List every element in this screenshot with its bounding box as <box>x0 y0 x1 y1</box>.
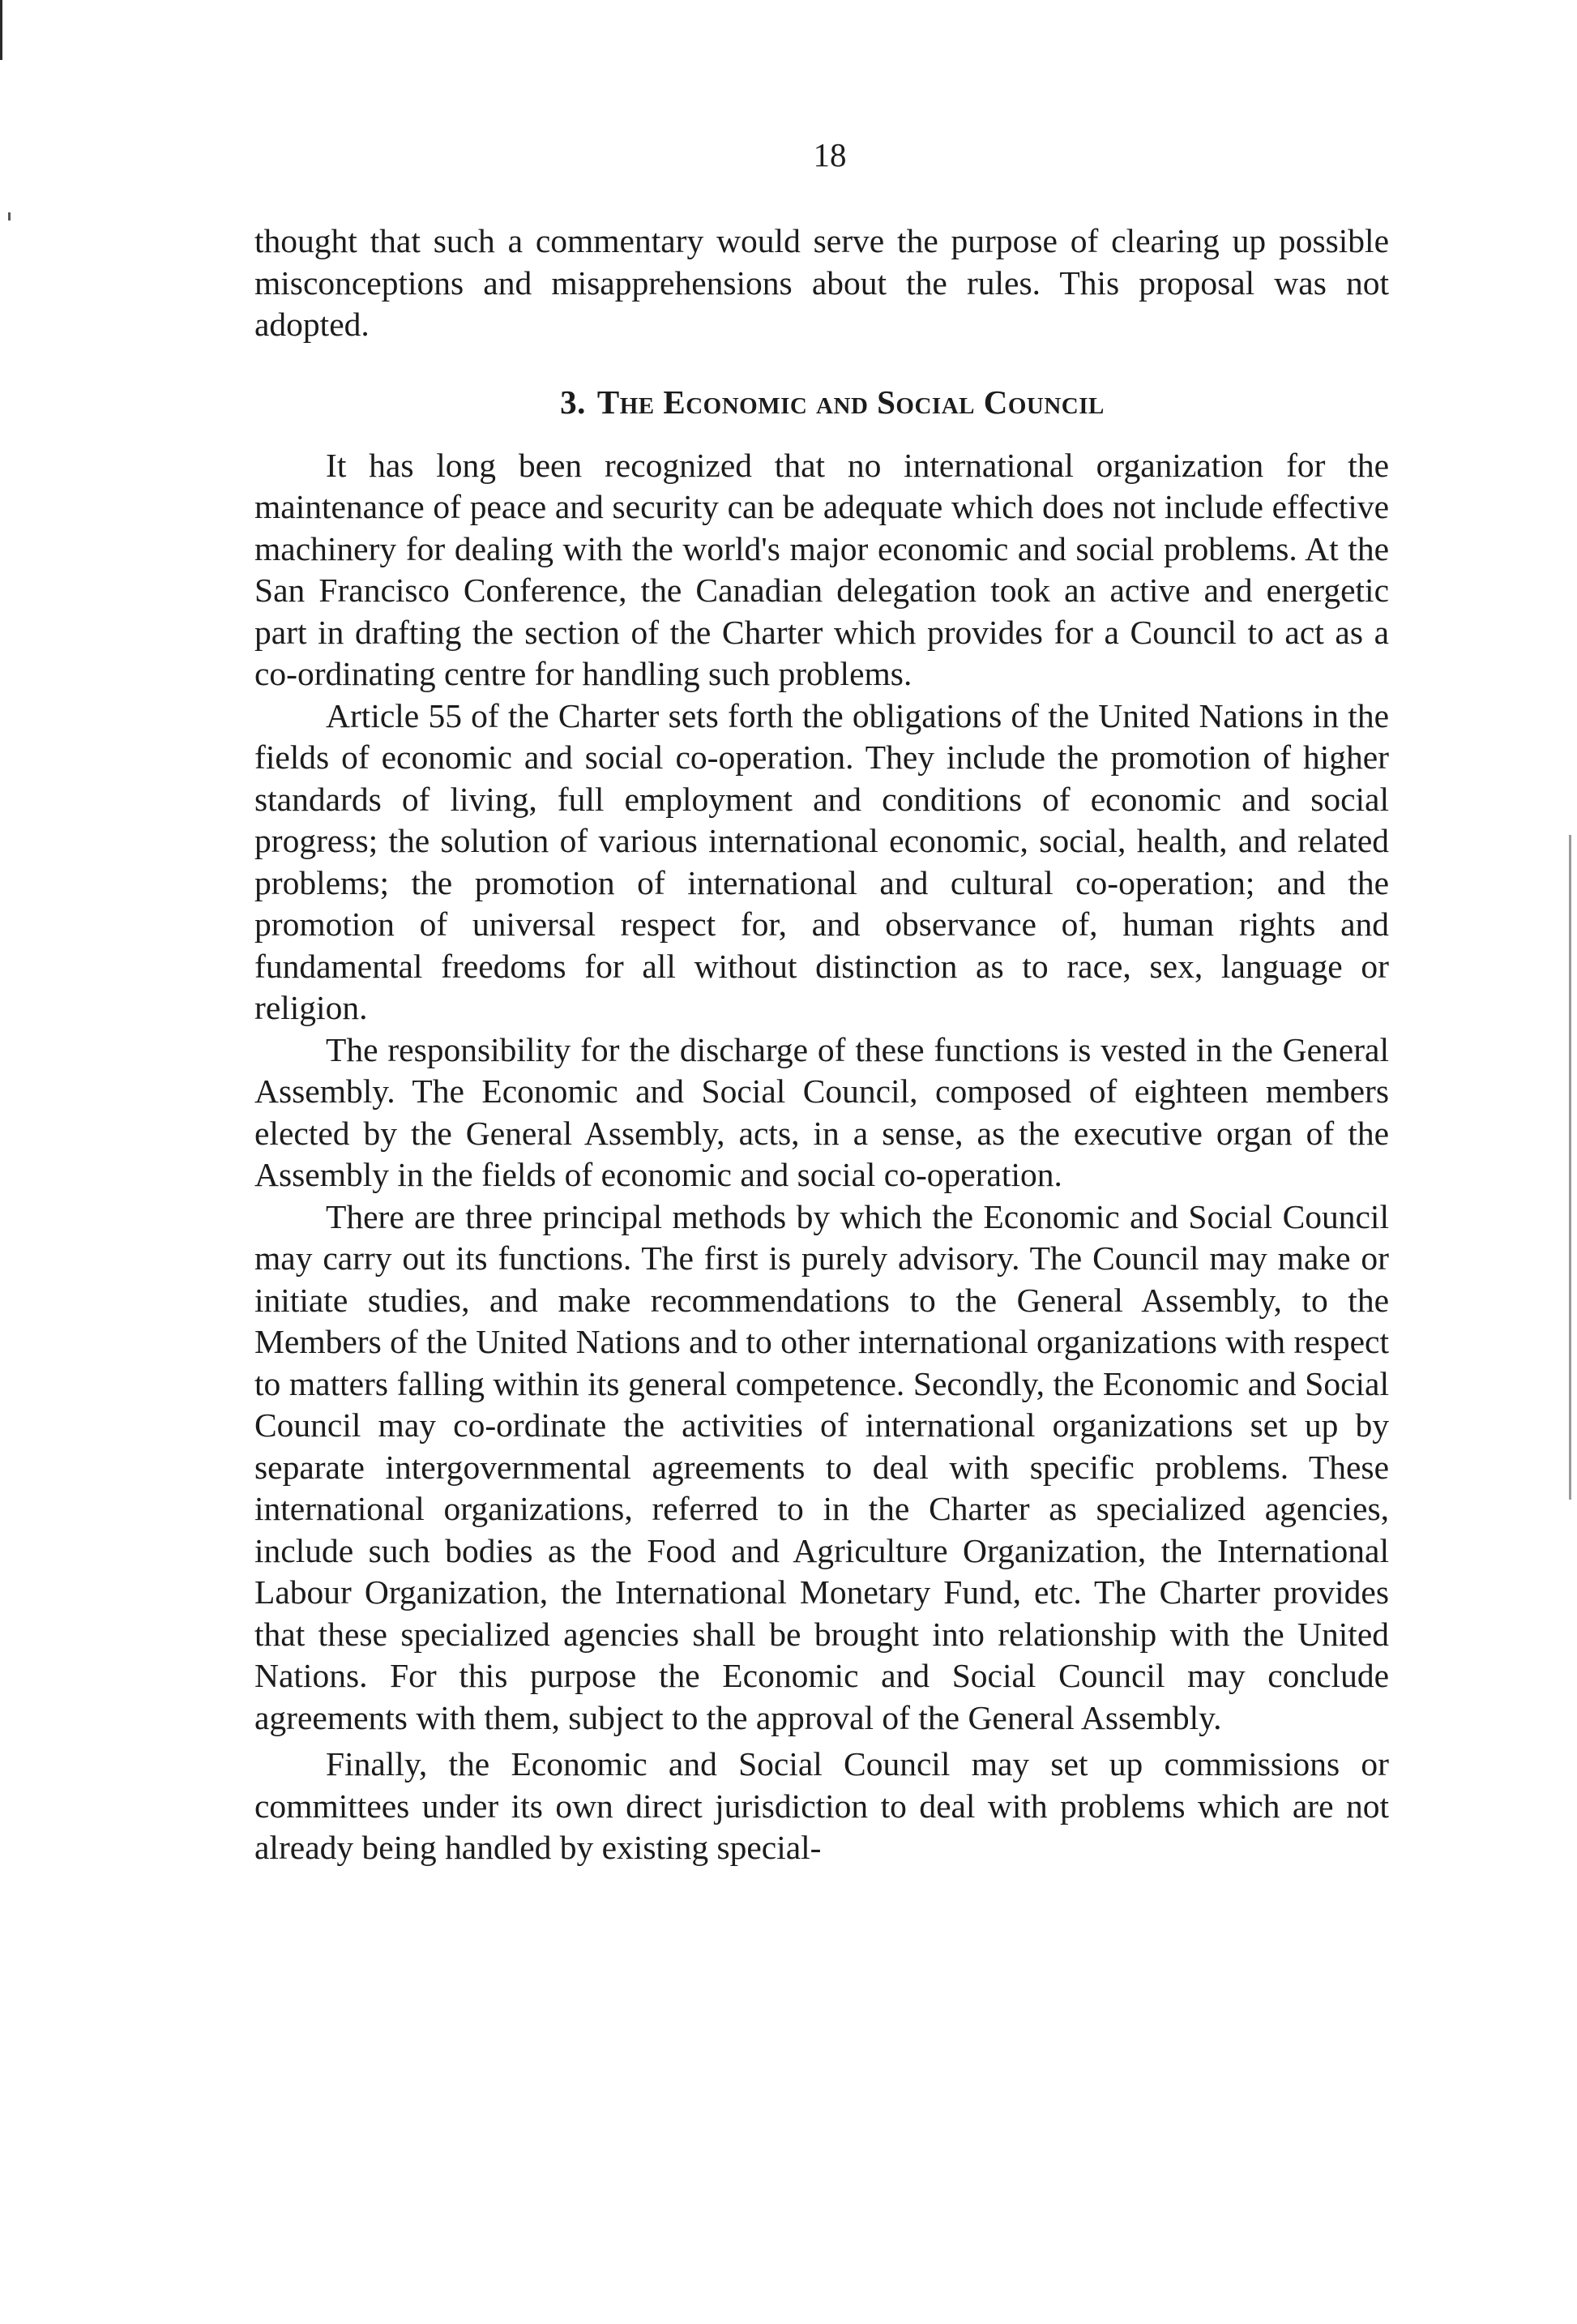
scan-edge-mark <box>0 0 2 60</box>
body-paragraph: Finally, the Economic and Social Council may set up commissions or committees under its own direct jurisdiction to deal with problems which are not already being handled by existing special- <box>254 1745 1389 1866</box>
body-paragraph: The responsibility for the discharge of these functions is vested in the General Assembly. The Economic and Social Council, composed of eighteen members elected by the General Assembly, acts, in a sense, as the executive organ of the Assembly in the fields of economic and social co-operation. <box>254 1030 1389 1193</box>
section-heading <box>254 382 1389 422</box>
document-page <box>254 135 1389 1869</box>
carryover-paragraph: thought that such a commentary would serve the purpose of clearing up possible misconceptions and misapprehensions about the rules. This proposal was not adopted. <box>254 222 1389 343</box>
section-title: The Economic and Social Council <box>596 383 1105 421</box>
page-number: 18 <box>813 136 847 173</box>
scan-right-rule <box>1569 835 1571 1500</box>
body-paragraph: Article 55 of the Charter sets forth the obligations of the United Nations in the fields of economic and social co-operation. They include the promotion of higher standards of living, full employment and conditions of economic and social progress; the solution of various international economic, social, health, and related problems; the promotion of international and cultural co-operation; and the promotion of universal respect for, and observance of, human rights and fundamental freedoms for all without distinction as to race, sex, language or religion. <box>254 696 1389 1026</box>
body-paragraph: It has long been recognized that no international organization for the maintenance of peace and security can be adequate which does not include effective machinery for dealing with the world's major economic and social problems. At the San Francisco Conference, the Canadian delegation took an active and energetic part in drafting the section of the Charter which provides for a Council to act as a co-ordinating centre for handling such problems. <box>254 446 1389 692</box>
section-number: 3. <box>560 383 586 421</box>
body-paragraph: There are three principal methods by which the Economic and Social Council may carry out its functions. The first is purely advisory. The Council may make or initiate studies, and make recommendations to the General Assembly, to the Members of the United Nations and to other international organizations with respect to matters falling within its general competence. Secondly, the Economic and Social Council may co-ordinate the activities of international organizations set up by separate intergovernmental agreements to deal with specific problems. These international organizations, referred to in the Charter as specialized agencies, include such bodies as the Food and Agriculture Organization, the International Labour Organization, the International Monetary Fund, etc. The Charter provides that these specialized agencies shall be brought into relationship with the United Nations. For this purpose the Economic and Social Council may conclude agreements with them, subject to the approval of the General Assembly. <box>254 1197 1389 1736</box>
scan-edge-tick <box>8 212 11 220</box>
